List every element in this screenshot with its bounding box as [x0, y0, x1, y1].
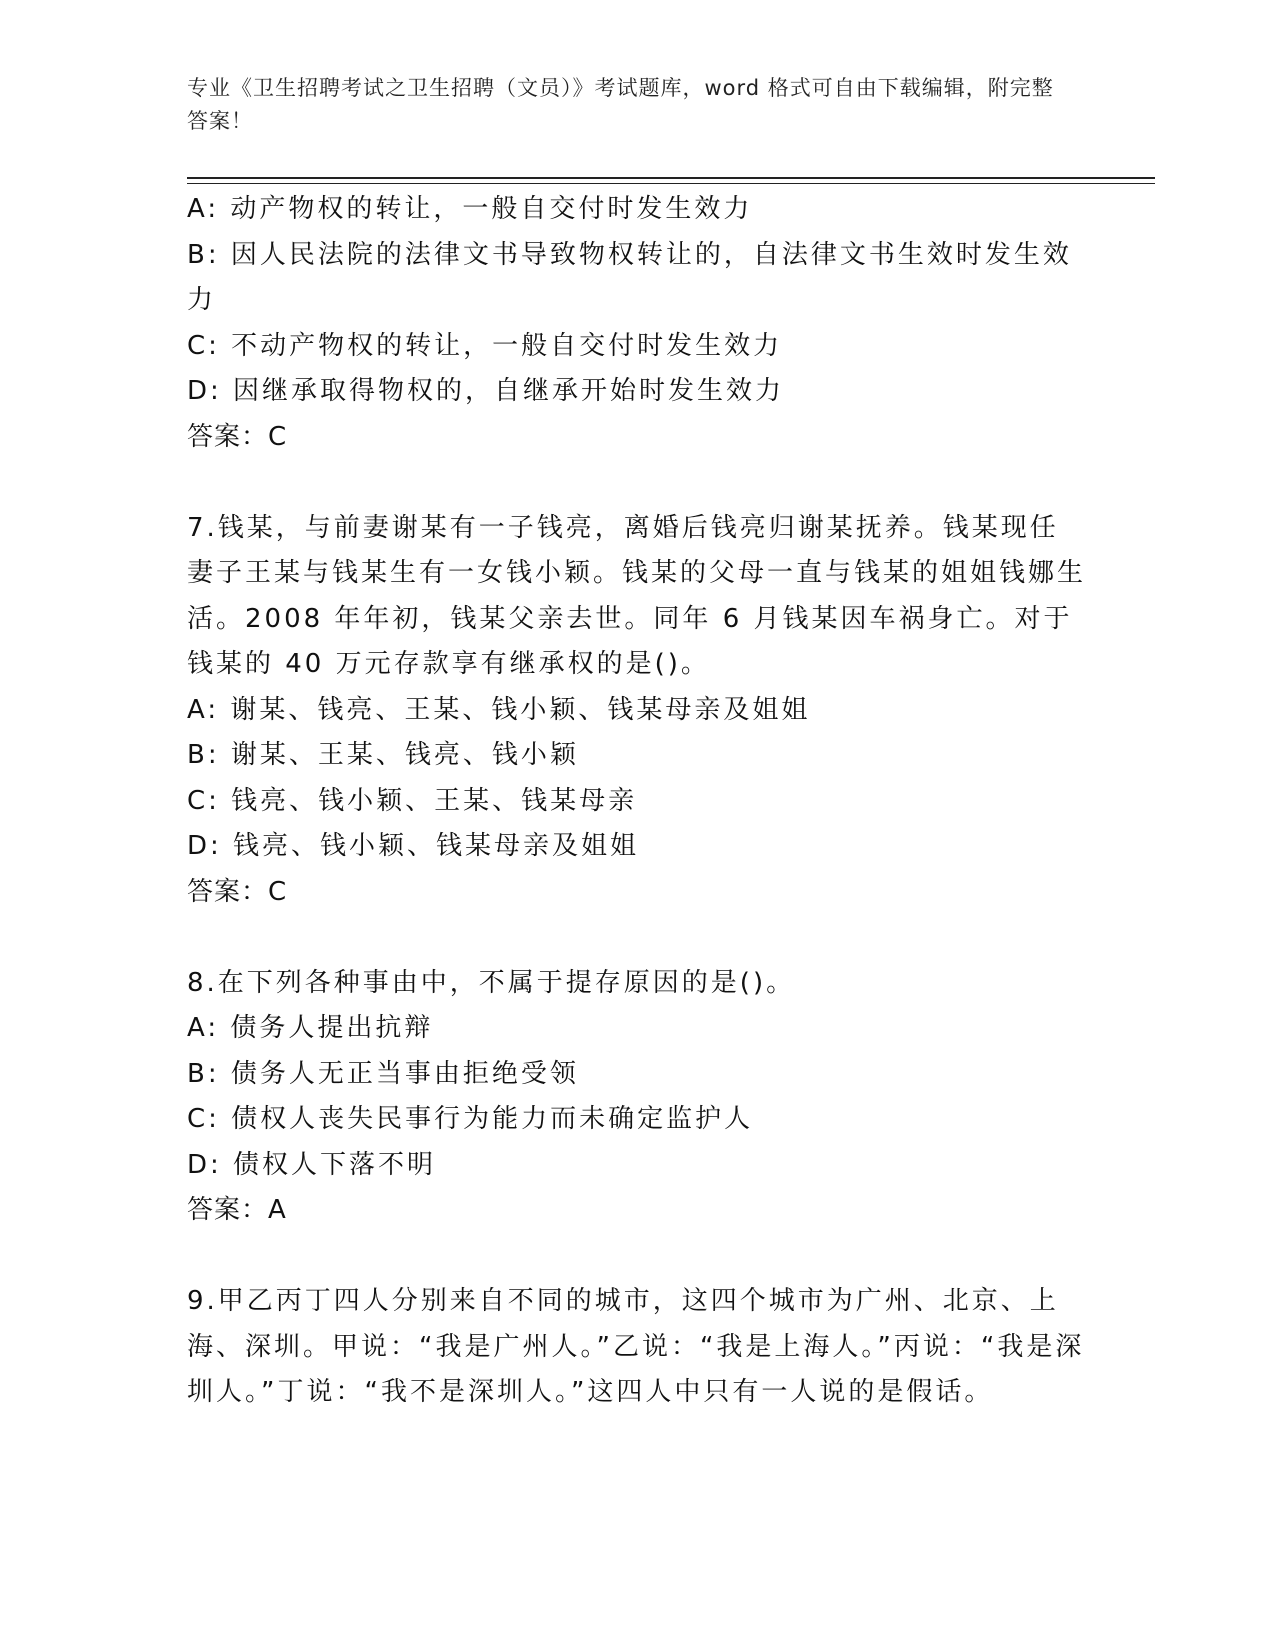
spacer — [187, 460, 1087, 506]
option-c: C: 不动产物权的转让，一般自交付时发生效力 — [187, 330, 783, 361]
answer-line: 答案：A — [187, 1195, 287, 1225]
spacer — [187, 1234, 1087, 1280]
answer-line: 答案：C — [187, 876, 288, 907]
answer-line: 答案：C — [187, 421, 288, 452]
document-body — [187, 187, 1087, 1416]
question-9-stem: 9.甲乙丙丁四人分别来自不同的城市，这四个城市为广州、北京、上海、深圳。甲说：“我是广州人。”乙说：“我是上海人。”丙说：“我是深圳人。”丁说：“我不是深圳人。”这四人中只有一人说的是假话。 — [187, 1286, 1085, 1407]
option-c: C: 债权人丧失民事行为能力而未确定监护人 — [187, 1104, 754, 1134]
question-7-block — [187, 506, 1087, 916]
option-d: D: 因继承取得物权的，自继承开始时发生效力 — [187, 376, 785, 406]
question-8-stem: 8.在下列各种事由中，不属于提存原因的是()。 — [187, 967, 796, 998]
option-d: D: 债权人下落不明 — [187, 1149, 437, 1180]
spacer — [187, 915, 1087, 961]
question-7-stem: 7.钱某，与前妻谢某有一子钱亮，离婚后钱亮归谢某抚养。钱某现任妻子王某与钱某生有一女钱小颖。钱某的父母一直与钱某的姐姐钱娜生活。2008 年年初，钱某父亲去世。同年 6 月钱某因车祸身亡。对于钱某的 40 万元存款享有继承权的是()。 — [187, 512, 1087, 679]
option-b: B: 债务人无正当事由拒绝受领 — [187, 1058, 579, 1089]
option-b: B: 因人民法院的法律文书导致物权转让的，自法律文书生效时发生效力 — [187, 239, 1072, 315]
header-divider-thick — [187, 177, 1155, 179]
prev-question-block — [187, 187, 1087, 460]
header-divider-thin — [187, 183, 1155, 184]
option-a: A: 谢某、钱亮、王某、钱小颖、钱某母亲及姐姐 — [187, 694, 811, 725]
question-9-block — [187, 1279, 1087, 1416]
option-a: A: 债务人提出抗辩 — [187, 1013, 434, 1043]
document-header: 专业《卫生招聘考试之卫生招聘（文员）》考试题库，word 格式可自由下载编辑，附完整答案！ — [187, 76, 1054, 133]
option-b: B: 谢某、王某、钱亮、钱小颖 — [187, 740, 579, 770]
option-d: D: 钱亮、钱小颖、钱某母亲及姐姐 — [187, 831, 640, 861]
option-a: A: 动产物权的转让，一般自交付时发生效力 — [187, 194, 753, 224]
option-c: C: 钱亮、钱小颖、王某、钱某母亲 — [187, 785, 638, 816]
question-8-block — [187, 961, 1087, 1234]
